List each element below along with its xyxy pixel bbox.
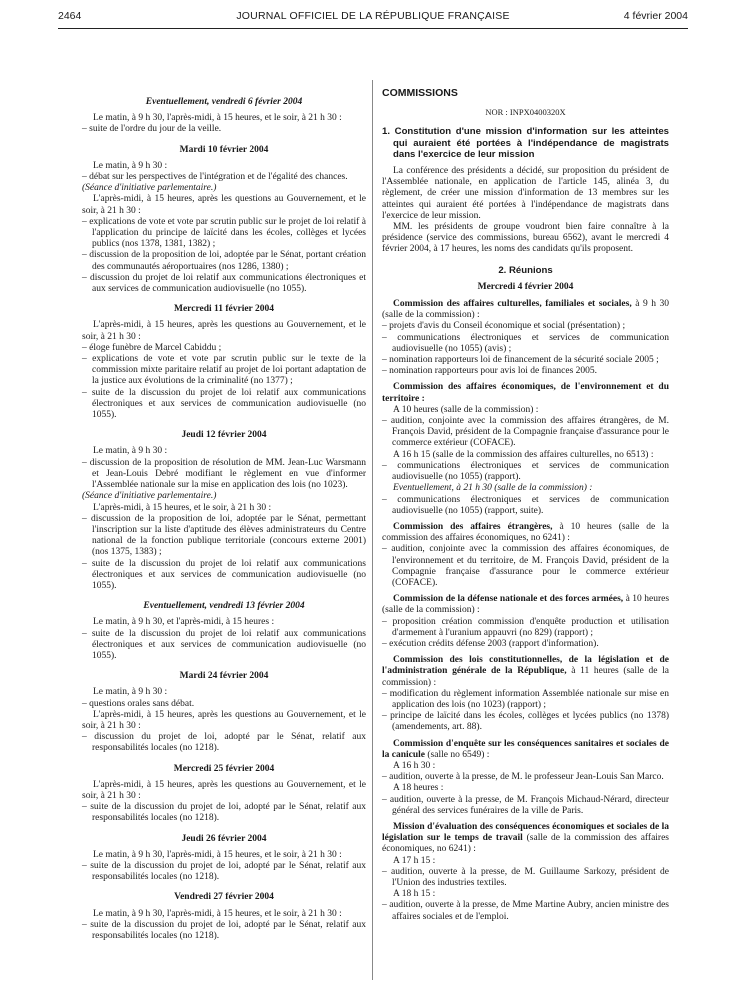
schedule-text: A 10 heures (salle de la commission) : xyxy=(393,404,539,415)
commission-name: Commission d'enquête sur les conséquences sanitaires et sociales de la canicule xyxy=(382,738,669,760)
agenda-item: – communications électroniques et services de communication audiovisuelle (no 1055) (avis) ; xyxy=(382,332,669,354)
agenda-item: – suite de l'ordre du jour de la veille. xyxy=(82,124,222,135)
schedule-text: L'après-midi, à 15 heures, et le soir, à 21 h 30 : xyxy=(93,502,272,513)
day-heading: Jeudi 26 février 2004 xyxy=(181,833,267,844)
agenda-item: – modification du règlement information Assemblée nationale sur mise en application des lois (no 1023) (rapport) ; xyxy=(382,688,669,710)
agenda-item: – débat sur les perspectives de l'intégration et de l'égalité des chances. xyxy=(82,172,348,183)
commission-name: Commission des affaires économiques, de l'environnement et du territoire : xyxy=(382,382,669,404)
schedule-text: A 17 h 15 : xyxy=(393,855,436,866)
nor-reference: NOR : INPX0400320X xyxy=(485,107,566,118)
agenda-item: – discussion de la proposition de résolution de MM. Jean-Luc Warsmann et Jean-Louis Debré modifiant le règlement en vue d'informer l'Assemblée nationale sur la mise en application des lois (no 1023). xyxy=(82,457,366,491)
header-rule xyxy=(58,28,688,29)
agenda-item: – communications électroniques et services de communication audiovisuelle (no 1055) (rapport, suite). xyxy=(382,494,669,516)
commission-name: Commission des affaires culturelles, familiales et sociales, xyxy=(393,299,632,310)
schedule-text: Le matin, à 9 h 30, l'après-midi, à 15 heures, et le soir, à 21 h 30 : xyxy=(93,908,342,919)
commission-time: (salle de la commission des affaires économiques, no 6241) : xyxy=(382,833,669,855)
agenda-item: – suite de la discussion du projet de loi relatif aux communications électroniques et aux services de communication audiovisuelle (no 1055). xyxy=(82,558,366,591)
commission-entry xyxy=(382,594,669,616)
schedule-text: L'après-midi, à 15 heures, après les questions au Gouvernement, et le soir, à 21 h 30 : xyxy=(82,194,366,216)
agenda-item: – questions orales sans débat. xyxy=(82,698,195,709)
schedule-text: L'après-midi, à 15 heures, après les questions au Gouvernement, et le soir, à 21 h 30 : xyxy=(82,320,366,342)
commission-time: à 10 heures (salle de la commission) : xyxy=(382,594,670,616)
commission-entry xyxy=(382,739,669,761)
commission-name: Commission des lois constitutionnelles, de la législation et de l'administration générale de la République, xyxy=(382,655,669,677)
schedule-text: A 16 h 30 : xyxy=(393,760,436,771)
day-heading: Eventuellement, vendredi 13 février 2004 xyxy=(143,601,305,612)
schedule-text: Le matin, à 9 h 30, l'après-midi, à 15 heures, et le soir, à 21 h 30 : xyxy=(93,849,342,860)
agenda-item: – principe de laïcité dans les écoles, collèges et lycées publics (no 1378) (amendements, art. 88). xyxy=(382,711,669,733)
agenda-item: – communications électroniques et services de communication audiovisuelle (no 1055) (rapport). xyxy=(382,460,669,483)
agenda-item: – audition, ouverte à la presse, de M. François Michaud-Nérard, directeur général des services funéraires de la ville de Paris. xyxy=(382,794,669,816)
schedule-text: A 18 h 15 : xyxy=(393,889,436,900)
schedule-text: Le matin, à 9 h 30, l'après-midi, à 15 heures, et le soir, à 21 h 30 : xyxy=(93,113,342,124)
agenda-item: – audition, ouverte à la presse, de M. Guillaume Sarkozy, président de l'Union des industries textiles. xyxy=(382,866,669,888)
schedule-text: Le matin, à 9 h 30 : xyxy=(93,160,168,171)
agenda-item: – nomination rapporteurs pour avis loi de finances 2005. xyxy=(382,366,598,377)
commissions-title: COMMISSIONS xyxy=(382,87,458,99)
commission-time: à 11 heures (salle de la commission) : xyxy=(382,666,670,688)
commission-entry xyxy=(382,655,669,689)
session-note: (Séance d'initiative parlementaire.) xyxy=(82,183,217,194)
commission-entry xyxy=(382,522,669,544)
commission-name: Commission des affaires étrangères, xyxy=(393,521,553,532)
agenda-item: – suite de la discussion du projet de loi relatif aux communications électroniques et aux services de communication audiovisuelle (no 1055). xyxy=(82,628,366,661)
schedule-text: A 16 h 15 (salle de la commission des affaires culturelles, no 6513) : xyxy=(393,449,654,460)
agenda-item: – suite de la discussion du projet de loi, adopté par le Sénat, relatif aux responsabilités locales (no 1218). xyxy=(82,919,366,941)
section-title: 2. Réunions xyxy=(498,264,553,276)
column-divider xyxy=(372,80,373,980)
meeting-day: Mercredi 4 février 2004 xyxy=(477,281,574,292)
schedule-text: A 18 heures : xyxy=(393,783,444,794)
commission-entry xyxy=(382,822,669,856)
issue-date: 4 février 2004 xyxy=(623,10,688,22)
day-heading: Eventuellement, vendredi 6 février 2004 xyxy=(145,97,303,107)
day-heading: Mercredi 25 février 2004 xyxy=(173,763,275,774)
agenda-item: – audition, ouverte à la presse, de Mme Martine Aubry, ancien ministre des affaires sociales et de l'emploi. xyxy=(382,900,669,922)
agenda-item: – discussion de la proposition de loi, adoptée par le Sénat, permettant l'inscription sur la liste d'aptitude des élèves administrateurs du Centre national de la fonction publique territoriale (concours externe 2001) (nos 1375, 1383) ; xyxy=(82,513,366,558)
section-paragraph: La conférence des présidents a décidé, sur proposition du président de l'Assemblée nationale, en application de l'article 145, alinéa 3, du règlement, de créer une mission d'information de 13 membres sur les atteintes qui auraient été portées à l'indépendance de magistrats dans l'exercice de leur mission. xyxy=(382,166,669,221)
schedule-text: Le matin, à 9 h 30, et l'après-midi, à 15 heures : xyxy=(93,617,275,628)
agenda-item: – suite de la discussion du projet de loi, adopté par le Sénat, relatif aux responsabilités locales (no 1218). xyxy=(82,802,366,824)
agenda-item: – audition, ouverte à la presse, de M. le professeur Jean-Louis San Marco. xyxy=(382,772,664,783)
commission-name: Mission d'évaluation des conséquences économiques et sociales de la législation sur le temps de travail xyxy=(382,821,669,844)
commission-entry xyxy=(382,299,669,321)
day-heading: Vendredi 27 février 2004 xyxy=(174,892,274,903)
commission-name: Commission de la défense nationale et des forces armées, xyxy=(393,594,624,605)
schedule-text: L'après-midi, à 15 heures, après les questions au Gouvernement, et le soir, à 21 h 30 : xyxy=(82,779,366,801)
day-heading: Jeudi 12 février 2004 xyxy=(181,430,267,441)
agenda-item: – projets d'avis du Conseil économique et social (présentation) ; xyxy=(382,321,626,332)
agenda-item: – explications de vote et vote par scrutin public sur le texte de la commission mixte paritaire relatif au projet de loi portant adaptation de la justice aux évolutions de la criminalité (no 1377) ; xyxy=(82,354,366,387)
commission-time: à 10 heures (salle de la commission des affaires économiques, no 6241) : xyxy=(382,521,670,544)
page-number: 2464 xyxy=(58,10,82,22)
agenda-item: – discussion de la proposition de loi, adoptée par le Sénat, portant création des communautés aéroportuaires (nos 1286, 1380) ; xyxy=(82,250,366,272)
right-column xyxy=(382,88,669,923)
section-paragraph: MM. les présidents de groupe voudront bien faire connaître à la présidence (service des commissions, bureau 6562), avant le mercredi 4 février 2004, à 17 heures, les noms des candidats qu'ils proposent. xyxy=(382,222,669,255)
agenda-item: – discussion du projet de loi, adopté par le Sénat, relatif aux responsabilités locales (no 1218). xyxy=(82,732,366,754)
agenda-item: – audition, conjointe avec la commission des affaires économiques, de l'environnement et du territoire, de M. François David, président de la Compagnie française d'assurance pour le commerce extérieur (COFACE). xyxy=(382,544,669,588)
agenda-item: – audition, conjointe avec la commission des affaires étrangères, de M. François David, président de la Compagnie française d'assurance pour le commerce extérieur (COFACE). xyxy=(382,416,669,449)
commission-time: à 9 h 30 (salle de la commission) : xyxy=(382,299,670,321)
schedule-text: Eventuellement, à 21 h 30 (salle de la commission) : xyxy=(393,483,593,494)
session-note: (Séance d'initiative parlementaire.) xyxy=(82,491,217,502)
day-heading: Mardi 24 février 2004 xyxy=(179,671,269,682)
day-heading: Mercredi 11 février 2004 xyxy=(174,304,274,315)
agenda-item: – suite de la discussion du projet de loi, adopté par le Sénat, relatif aux responsabilités locales (no 1218). xyxy=(82,860,366,883)
left-column xyxy=(82,88,366,942)
agenda-item: – exécution crédits défense 2003 (rapport d'information). xyxy=(382,638,599,649)
section-title: 1. Constitution d'une mission d'information sur les atteintes qui auraient été portées à l'indépendance de magistrats dans l'exercice de leur mission xyxy=(382,126,669,160)
journal-title: JOURNAL OFFICIEL DE LA RÉPUBLIQUE FRANÇAISE xyxy=(236,10,510,22)
agenda-item: – éloge funèbre de Marcel Cabiddu ; xyxy=(82,342,222,353)
agenda-item: – explications de vote et vote par scrutin public sur le projet de loi relatif à l'application du principe de laïcité dans les écoles, collèges et lycées publics (nos 1378, 1381, 1382) ; xyxy=(82,216,366,250)
page-header xyxy=(58,10,688,26)
schedule-text: Le matin, à 9 h 30 : xyxy=(93,446,168,457)
agenda-item: – discussion du projet de loi relatif aux communications électroniques et aux services de communication audiovisuelle (no 1055). xyxy=(82,272,366,295)
commission-time: (salle no 6549) : xyxy=(427,749,490,760)
agenda-item: – suite de la discussion du projet de loi relatif aux communications électroniques et aux services de communication audiovisuelle (no 1055). xyxy=(82,387,366,421)
day-heading: Mardi 10 février 2004 xyxy=(179,144,269,155)
agenda-item: – proposition création commission d'enquête production et utilisation d'armement à l'uranium appauvri (no 829) (rapport) ; xyxy=(382,616,669,638)
schedule-text: Le matin, à 9 h 30 : xyxy=(93,687,168,698)
schedule-text: L'après-midi, à 15 heures, après les questions au Gouvernement, et le soir, à 21 h 30 : xyxy=(82,709,366,731)
agenda-item: – nomination rapporteurs loi de financement de la sécurité sociale 2005 ; xyxy=(382,355,659,366)
